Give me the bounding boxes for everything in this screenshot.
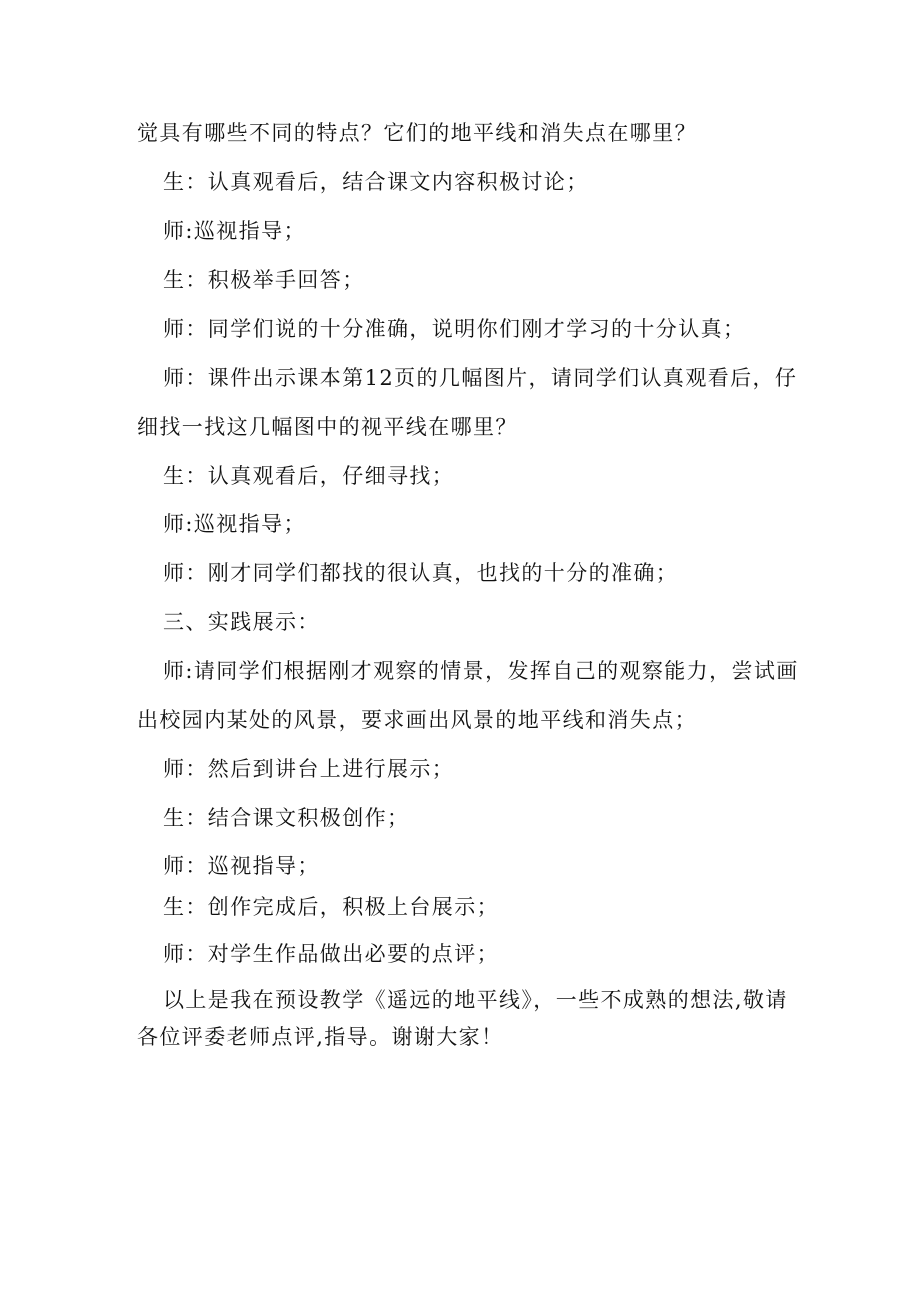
closing-line: 以上是我在预设教学《遥远的地平线》，一些不成熟的想法,敬请 bbox=[163, 988, 788, 1012]
paragraph-line: 觉具有哪些不同的特点？它们的地平线和消失点在哪里？ bbox=[137, 121, 697, 145]
paragraph-line: 生：认真观看后，结合课文内容积极讨论； bbox=[163, 170, 589, 194]
paragraph-line: 出校园内某处的风景，要求画出风景的地平线和消失点； bbox=[137, 708, 697, 732]
section-heading: 三、实践展示： bbox=[163, 610, 320, 634]
paragraph-line: 师:巡视指导； bbox=[163, 512, 306, 536]
paragraph-line: 师:请同学们根据刚才观察的情景，发挥自己的观察能力，尝试画 bbox=[163, 659, 799, 683]
paragraph-line: 生：认真观看后，仔细寻找； bbox=[163, 464, 455, 488]
paragraph-line: 师：然后到讲台上进行展示； bbox=[163, 757, 455, 781]
paragraph-line: 师：刚才同学们都找的很认真，也找的十分的准确； bbox=[163, 561, 679, 585]
paragraph-line: 师：同学们说的十分准确，说明你们刚才学习的十分认真； bbox=[163, 317, 746, 341]
paragraph-line: 师:巡视指导； bbox=[163, 219, 306, 243]
paragraph-line: 生：结合课文积极创作； bbox=[163, 806, 410, 830]
paragraph-line: 生：创作完成后，积极上台展示； bbox=[163, 895, 499, 919]
paragraph-line: 师：对学生作品做出必要的点评； bbox=[163, 942, 499, 966]
paragraph-line: 生：积极举手回答； bbox=[163, 268, 365, 292]
closing-line: 各位评委老师点评,指导。谢谢大家！ bbox=[137, 1025, 504, 1049]
paragraph-line: 细找一找这几幅图中的视平线在哪里？ bbox=[137, 415, 518, 439]
paragraph-line: 师：巡视指导； bbox=[163, 854, 320, 878]
paragraph-line: 师：课件出示课本第12页的几幅图片，请同学们认真观看后，仔 bbox=[163, 366, 798, 390]
